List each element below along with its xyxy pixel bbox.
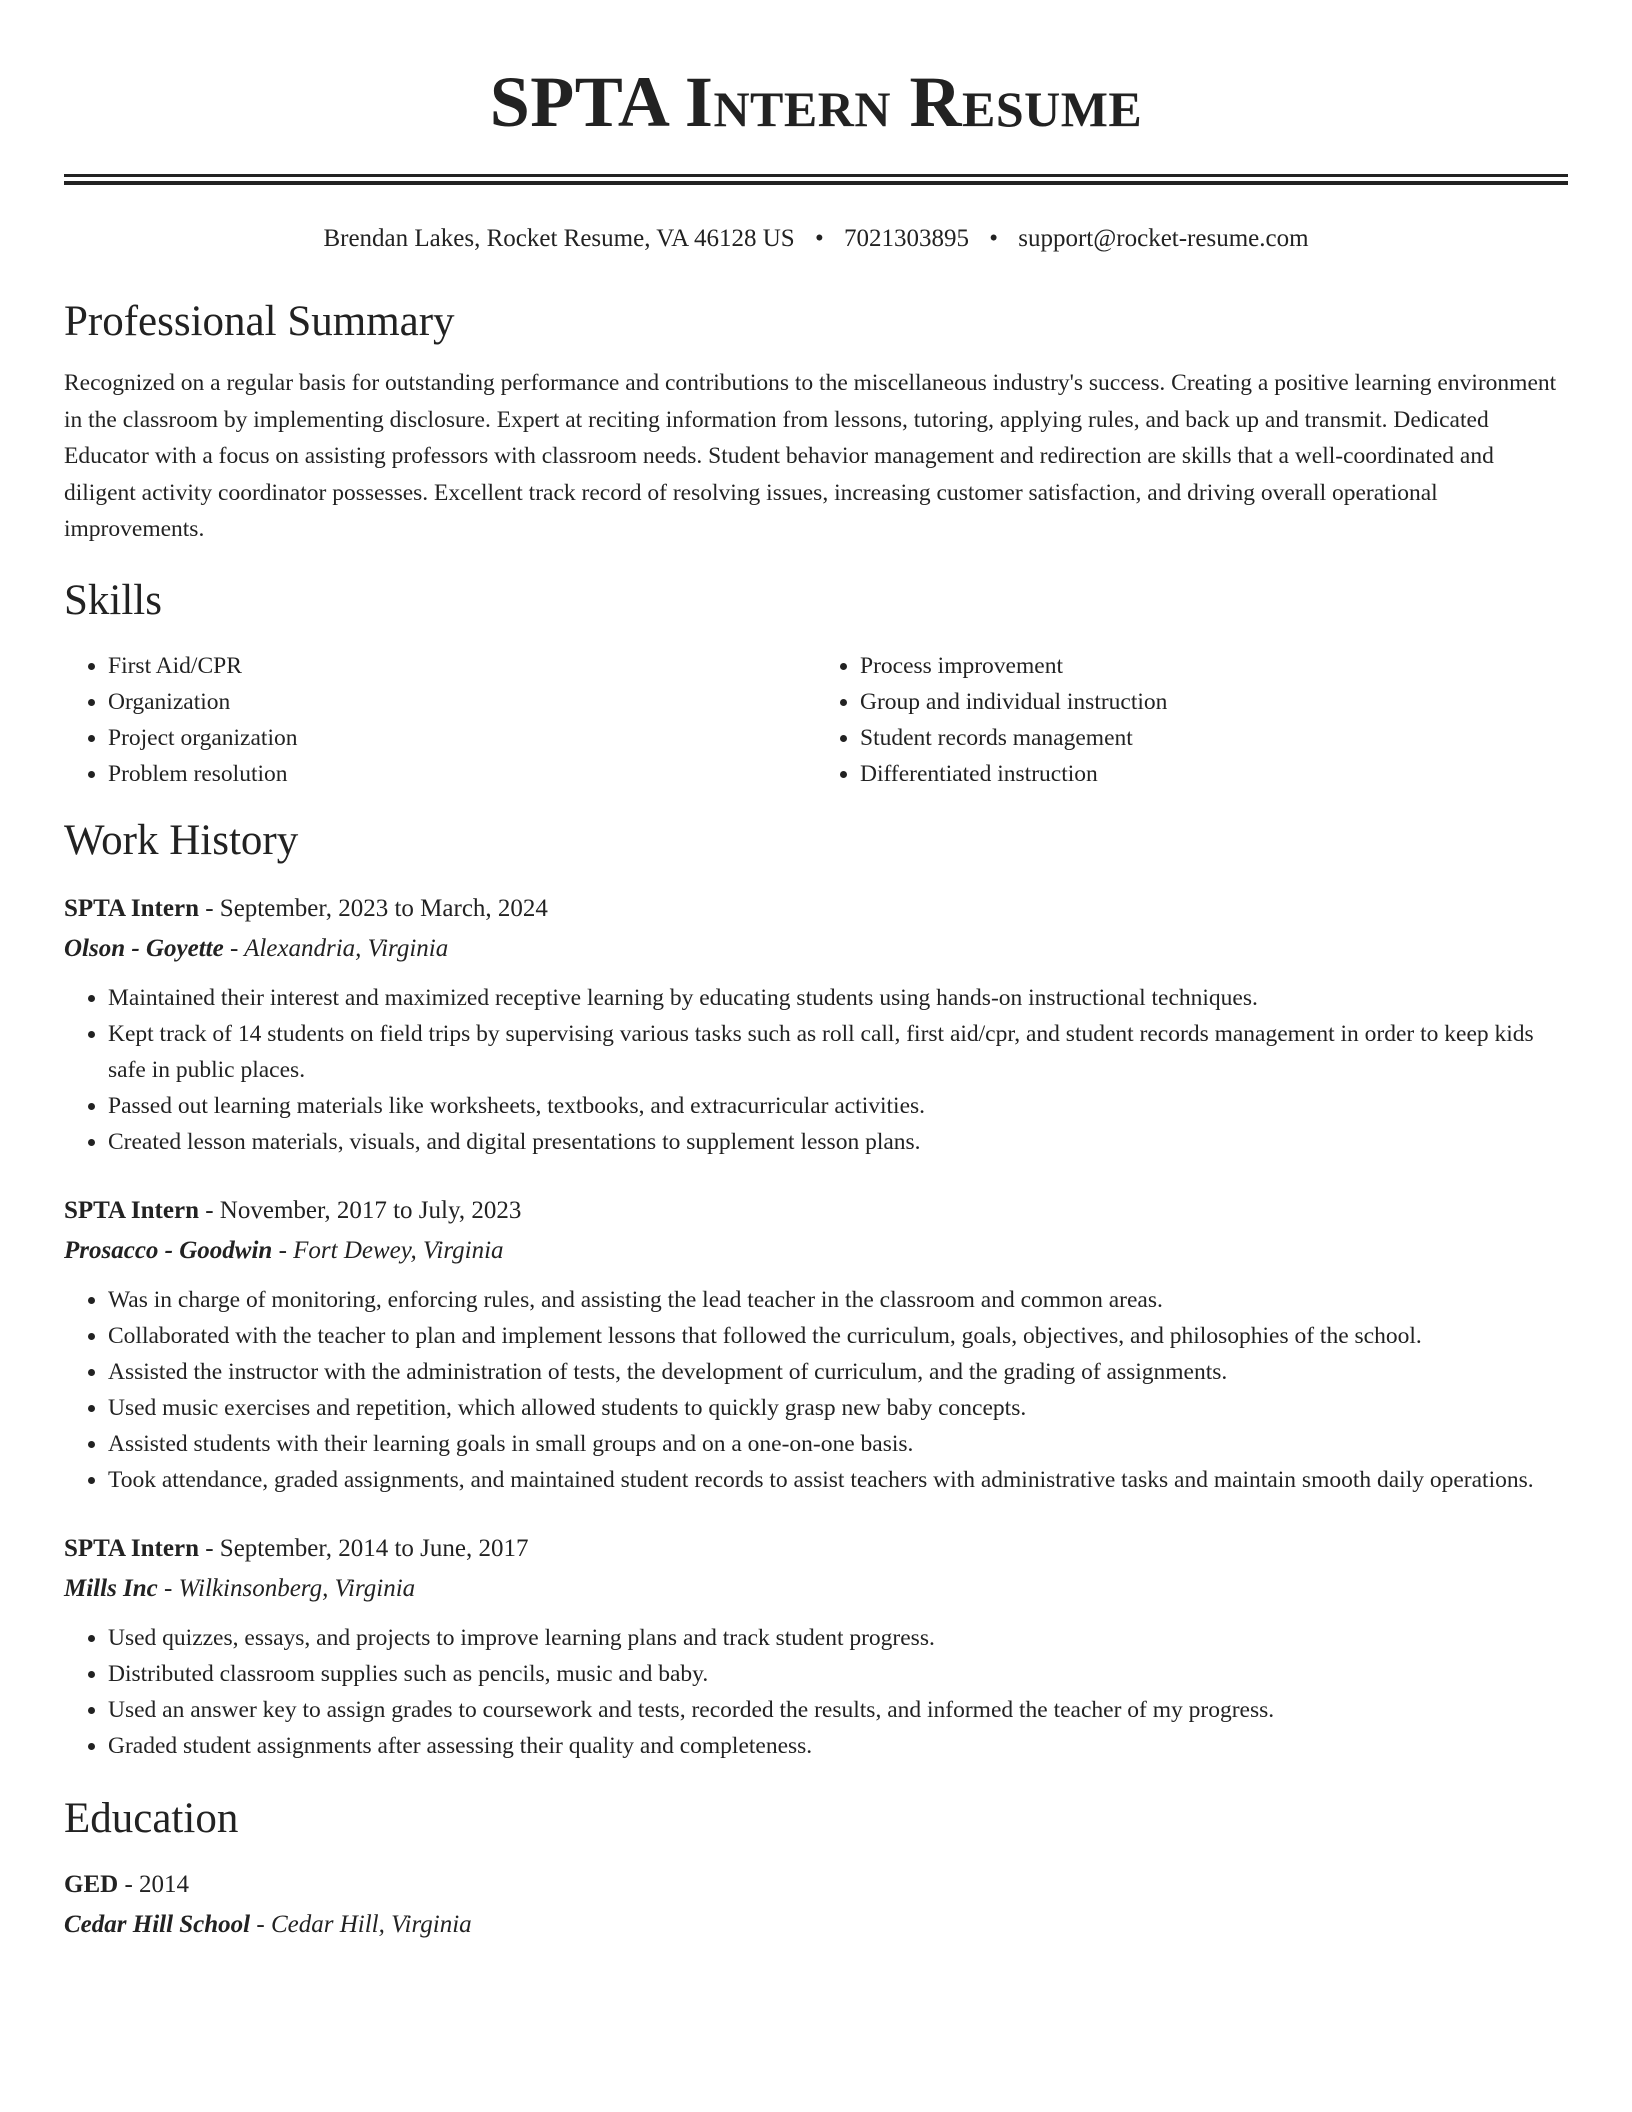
degree-line [64, 1868, 1568, 1902]
company-line [64, 1234, 1568, 1268]
skill-item: • Process improvement [860, 648, 1568, 684]
job-title: SPTA Intern [64, 894, 199, 922]
skill-item: • Organization [108, 684, 816, 720]
contact-phone: 7021303895 [843, 225, 969, 252]
job-entry [64, 892, 1568, 1160]
company-line [64, 1572, 1568, 1606]
job-bullet: • Used music exercises and repetition, which allowed students to quickly grasp new baby concepts. [108, 1390, 1568, 1426]
job-bullet: • Kept track of 14 students on field trips by supervising various tasks such as roll call, first aid/cpr, and student records management in order to keep kids safe in public places. [108, 1016, 1568, 1088]
job-bullet: • Assisted students with their learning goals in small groups and on a one-on-one basis. [108, 1426, 1568, 1462]
school-name: Cedar Hill School [64, 1910, 251, 1938]
job-bullet: • Used an answer key to assign grades to coursework and tests, recorded the results, and informed the teacher of my progress. [108, 1692, 1568, 1728]
skills-column-2 [816, 648, 1568, 792]
job-bullet: • Created lesson materials, visuals, and digital presentations to supplement lesson plans. [108, 1124, 1568, 1160]
skills-list [64, 648, 1568, 792]
summary-heading: Professional Summary [64, 298, 455, 345]
job-entry [64, 1194, 1568, 1498]
degree: GED [64, 1870, 119, 1898]
job-title: SPTA Intern [64, 1196, 199, 1224]
job-bullets [64, 980, 1568, 1160]
education-heading: Education [64, 1794, 239, 1842]
resume-title: SPTA Intern Resume [489, 62, 1143, 142]
company-location: - Wilkinsonberg, Virginia [157, 1574, 416, 1602]
school-line [64, 1908, 1568, 1942]
job-title-line [64, 1532, 1568, 1566]
school-location: - Cedar Hill, Virginia [250, 1910, 472, 1938]
job-bullet: • Collaborated with the teacher to plan and implement lessons that followed the curriculum, goals, objectives, and philosophies of the school. [108, 1318, 1568, 1354]
company-location: - Alexandria, Virginia [223, 934, 449, 962]
work-history-heading: Work History [64, 816, 299, 864]
skill-item: • First Aid/CPR [108, 648, 816, 684]
job-bullet: • Graded student assignments after assessing their quality and completeness. [108, 1728, 1568, 1764]
contact-address: Brendan Lakes, Rocket Resume, VA 46128 US [323, 225, 795, 252]
contact-separator: • [989, 225, 998, 252]
skill-item: • Problem resolution [108, 756, 816, 792]
job-bullet: • Took attendance, graded assignments, and maintained student records to assist teachers with administrative tasks and maintain smooth daily operations. [108, 1462, 1568, 1498]
skill-item: • Group and individual instruction [860, 684, 1568, 720]
job-bullet: • Used quizzes, essays, and projects to improve learning plans and track student progress. [108, 1620, 1568, 1656]
company-name: Mills Inc [64, 1574, 158, 1602]
degree-year: - 2014 [118, 1870, 190, 1898]
job-bullets [64, 1620, 1568, 1764]
job-bullet: • Distributed classroom supplies such as pencils, music and baby. [108, 1656, 1568, 1692]
job-bullet: • Was in charge of monitoring, enforcing rules, and assisting the lead teacher in the classroom and common areas. [108, 1282, 1568, 1318]
job-title-line [64, 892, 1568, 926]
job-bullet: • Maintained their interest and maximized receptive learning by educating students using hands-on instructional techniques. [108, 980, 1568, 1016]
title-divider [64, 174, 1568, 185]
job-bullet: • Passed out learning materials like worksheets, textbooks, and extracurricular activities. [108, 1088, 1568, 1124]
company-name: Prosacco - Goodwin [64, 1236, 273, 1264]
contact-separator: • [814, 225, 824, 252]
job-bullet: • Assisted the instructor with the administration of tests, the development of curriculum, and the grading of assignments. [108, 1354, 1568, 1390]
summary-text: Recognized on a regular basis for outstanding performance and contributions to the miscellaneous industry's success. Creating a positive learning environment in the classroom by implementing disclosure. Expert at reciting information from lessons, tutoring, applying rules, and back up and transmit. Dedicated Educator with a focus on assisting professors with classroom needs. Student behavior management and redirection are skills that a well-coordinated and diligent activity coordinator possesses. Excellent track record of resolving issues, increasing customer satisfaction, and driving overall operational improvements. [64, 370, 1557, 542]
company-line [64, 932, 1568, 966]
contact-line [64, 223, 1568, 255]
job-entry [64, 1532, 1568, 1764]
skill-item: • Student records management [860, 720, 1568, 756]
skills-column-1 [64, 648, 816, 792]
job-title: SPTA Intern [64, 1534, 199, 1562]
company-name: Olson - Goyette [64, 934, 224, 962]
job-dates: - September, 2023 to March, 2024 [198, 894, 548, 922]
skills-heading: Skills [64, 576, 162, 624]
company-location: - Fort Dewey, Virginia [272, 1236, 504, 1264]
skill-item: • Project organization [108, 720, 816, 756]
contact-email: support@rocket-resume.com [1018, 225, 1309, 252]
job-dates: - September, 2014 to June, 2017 [198, 1534, 529, 1562]
education-entry [64, 1868, 1568, 1942]
job-title-line [64, 1194, 1568, 1228]
job-bullets [64, 1282, 1568, 1498]
skill-item: • Differentiated instruction [860, 756, 1568, 792]
job-dates: - November, 2017 to July, 2023 [198, 1196, 522, 1224]
